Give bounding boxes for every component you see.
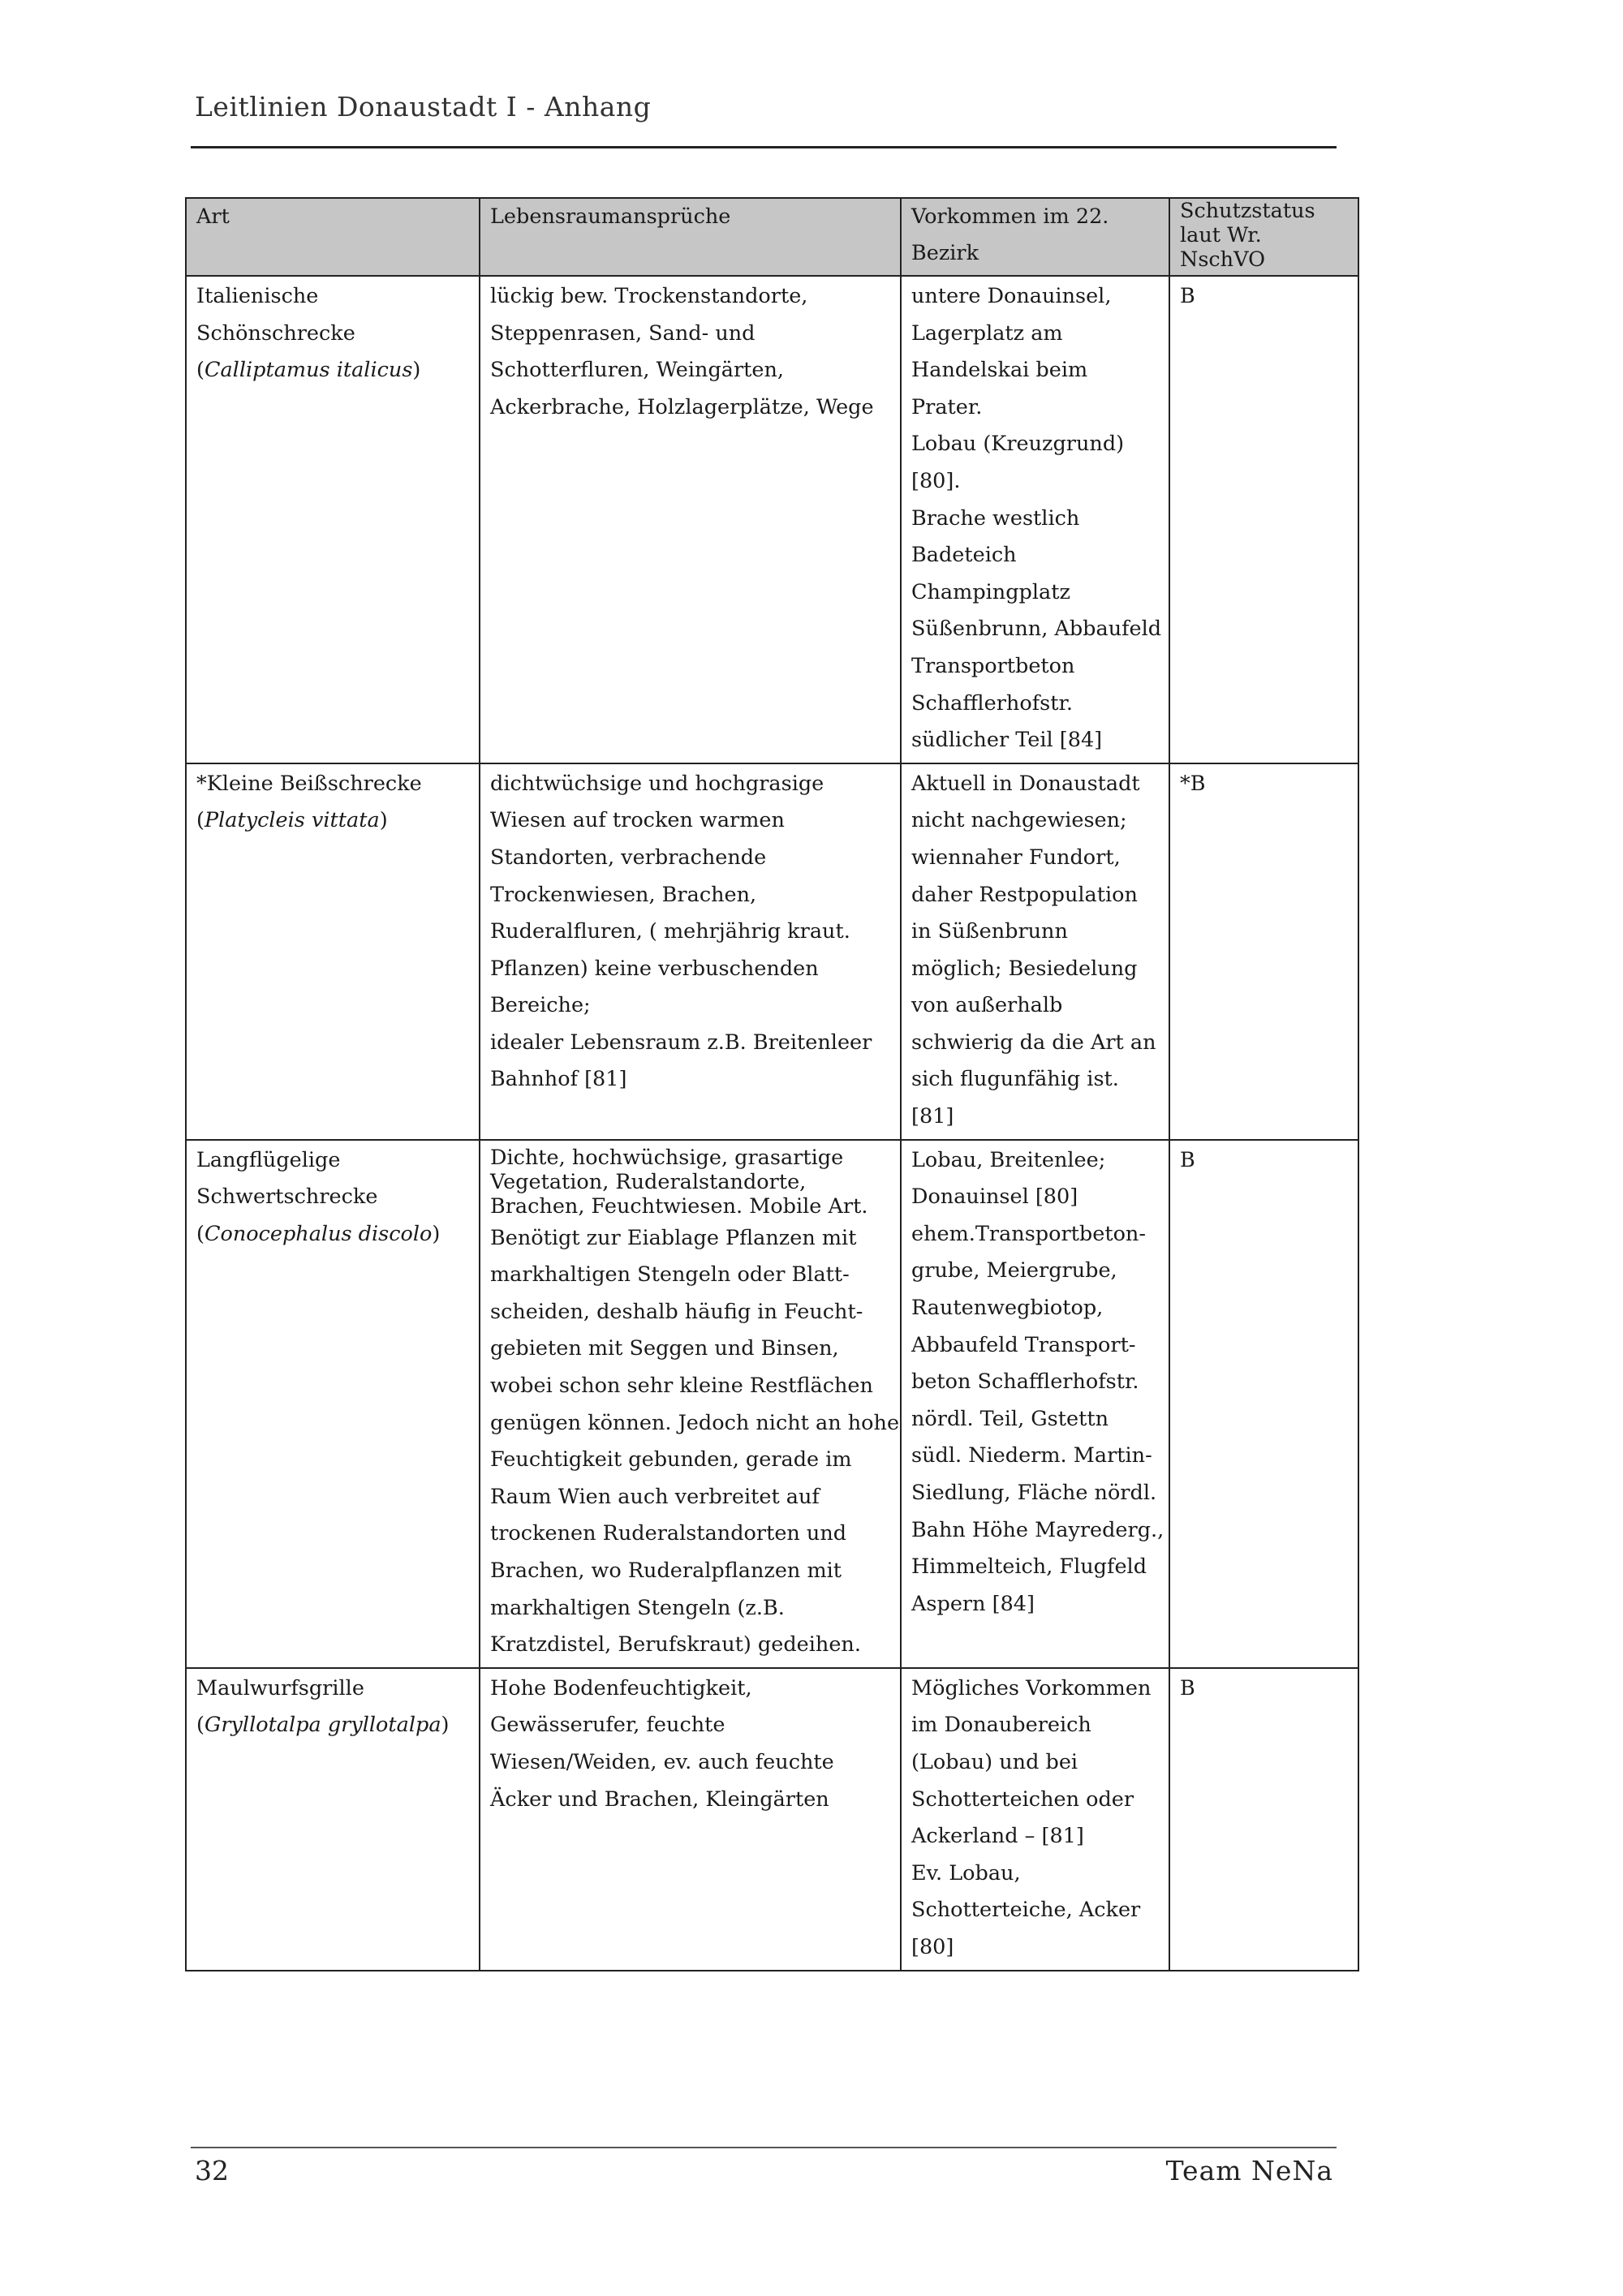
occurrence-line: ehem.Transportbeton- — [911, 1221, 1146, 1246]
table-row — [186, 1668, 1358, 1971]
column-header-schutzstatus — [1169, 198, 1358, 276]
occurrence-line: nördl. Teil, Gstettn — [911, 1406, 1109, 1431]
occurrence-line: südl. Niederm. Martin- — [911, 1443, 1152, 1468]
footer-team-name: Team NeNa — [1165, 2155, 1333, 2186]
column-header-line: Vorkommen im 22. — [911, 204, 1109, 229]
occurrence-line: in Süßenbrunn — [911, 919, 1068, 944]
habitat-line: Gewässerufer, feuchte — [490, 1713, 725, 1738]
occurrence-line: grube, Meiergrube, — [911, 1258, 1117, 1283]
occurrence-line: wiennaher Fundort, — [911, 845, 1121, 870]
table-row — [186, 1140, 1358, 1668]
column-header-line: Schutzstatus — [1180, 199, 1315, 223]
occurrence-line: Siedlung, Fläche nördl. — [911, 1481, 1157, 1505]
protection-status-cell: B — [1169, 1668, 1358, 1971]
occurrence-line: [80]. — [911, 468, 961, 493]
habitat-line: gebieten mit Seggen und Binsen, — [490, 1336, 839, 1361]
species-name-cell — [186, 276, 480, 763]
occurrence-line: südlicher Teil [84] — [911, 728, 1103, 753]
occurrence-line: Badeteich — [911, 543, 1017, 568]
habitat-tight-block — [490, 1142, 890, 1220]
occurrence-line: schwierig da die Art an — [911, 1030, 1156, 1055]
habitat-line: Trockenwiesen, Brachen, — [490, 882, 757, 907]
page-header-title: Leitlinien Donaustadt I - Anhang — [195, 91, 652, 123]
table-row — [186, 276, 1358, 763]
occurrence-line: Schafflerhofstr. — [911, 690, 1073, 716]
occurrence-line: Donauinsel [80] — [911, 1185, 1078, 1210]
occurrence-line: Ev. Lobau, — [911, 1860, 1021, 1885]
occurrence-line: sich flugunfähig ist. — [911, 1067, 1119, 1092]
occurrence-line: (Lobau) und bei — [911, 1749, 1078, 1774]
species-scientific-name: Conocephalus discolo — [204, 1221, 433, 1246]
occurrence-cell — [901, 763, 1169, 1140]
habitat-line: Bereiche; — [490, 993, 591, 1018]
habitat-cell — [480, 1140, 901, 1668]
occurrence-line: daher Restpopulation — [911, 882, 1138, 907]
habitat-cell — [480, 276, 901, 763]
habitat-line: Feuchtigkeit gebunden, gerade im — [490, 1447, 852, 1473]
habitat-line: dichtwüchsige und hochgrasige — [490, 771, 824, 796]
habitat-line: Standorten, verbrachende — [490, 845, 767, 870]
occurrence-line: Aktuell in Donaustadt — [911, 771, 1140, 796]
column-header-art: Art — [186, 198, 480, 276]
occurrence-line: Ackerland – [81] — [911, 1824, 1084, 1849]
habitat-line: Dichte, hochwüchsige, grasartige — [490, 1145, 844, 1170]
habitat-line: Bahnhof [81] — [490, 1067, 627, 1092]
species-name-cell — [186, 1668, 480, 1971]
occurrence-line: von außerhalb — [911, 993, 1063, 1018]
occurrence-cell — [901, 276, 1169, 763]
table-row — [186, 763, 1358, 1140]
occurrence-line: Bahn Höhe Mayrederg., — [911, 1517, 1165, 1542]
column-header-vorkommen — [901, 198, 1169, 276]
habitat-line: Vegetation, Ruderalstandorte, — [490, 1169, 807, 1194]
header-divider — [191, 146, 1337, 148]
column-header-line: laut Wr. — [1180, 223, 1262, 247]
habitat-line: Schotterfluren, Weingärten, — [490, 358, 785, 383]
species-common-name: Schwertschrecke — [196, 1185, 378, 1210]
species-name-cell — [186, 1140, 480, 1668]
occurrence-line: Handelskai beim — [911, 358, 1088, 383]
occurrence-line: Abbaufeld Transport- — [911, 1332, 1136, 1357]
species-common-name: Maulwurfsgrille — [196, 1675, 364, 1701]
habitat-line: Brachen, wo Ruderalpflanzen mit — [490, 1559, 842, 1583]
species-scientific-line: (Calliptamus italicus) — [196, 358, 421, 383]
occurrence-line: Transportbeton — [911, 653, 1075, 678]
occurrence-line: Mögliches Vorkommen — [911, 1675, 1152, 1701]
habitat-line: trockenen Ruderalstandorten und — [490, 1521, 847, 1546]
species-scientific-line: (Conocephalus discolo) — [196, 1221, 441, 1246]
habitat-line: scheiden, deshalb häufig in Feucht- — [490, 1299, 863, 1324]
species-common-name: Schönschrecke — [196, 320, 355, 346]
occurrence-line: [80] — [911, 1934, 954, 1959]
occurrence-line: Lobau (Kreuzgrund) — [911, 432, 1125, 457]
occurrence-line: möglich; Besiedelung — [911, 956, 1138, 981]
occurrence-line: Aspern [84] — [911, 1591, 1035, 1616]
habitat-line: Brachen, Feuchtwiesen. Mobile Art. — [490, 1193, 868, 1219]
occurrence-line: beton Schafflerhofstr. — [911, 1369, 1139, 1395]
protection-status-cell: B — [1169, 276, 1358, 763]
occurrence-line: Lagerplatz am — [911, 320, 1063, 346]
column-header-lebensraum: Lebensraumansprüche — [480, 198, 901, 276]
species-scientific-name: Gryllotalpa gryllotalpa — [204, 1713, 441, 1738]
occurrence-line: im Donaubereich — [911, 1713, 1091, 1738]
protection-status-cell: B — [1169, 1140, 1358, 1668]
species-table — [185, 197, 1359, 1971]
table-header-row — [186, 198, 1358, 276]
habitat-line: Hohe Bodenfeuchtigkeit, — [490, 1675, 752, 1701]
habitat-line: Ackerbrache, Holzlagerplätze, Wege — [490, 394, 874, 419]
table-body — [186, 276, 1358, 1971]
column-header-line: NschVO — [1180, 247, 1265, 272]
occurrence-line: untere Donauinsel, — [911, 284, 1112, 308]
habitat-line: genügen können. Jedoch nicht an hohe — [490, 1410, 900, 1435]
habitat-line: Pflanzen) keine verbuschenden — [490, 956, 819, 981]
habitat-line: wobei schon sehr kleine Restflächen — [490, 1374, 873, 1399]
occurrence-line: Himmelteich, Flugfeld — [911, 1554, 1147, 1580]
species-name-cell — [186, 763, 480, 1140]
occurrence-cell — [901, 1668, 1169, 1971]
page-number: 32 — [195, 2155, 229, 2186]
habitat-cell — [480, 1668, 901, 1971]
habitat-line: Wiesen auf trocken warmen — [490, 808, 785, 833]
habitat-line: markhaltigen Stengeln oder Blatt- — [490, 1262, 850, 1288]
occurrence-line: Rautenwegbiotop, — [911, 1296, 1104, 1321]
column-header-line: Bezirk — [911, 241, 979, 265]
habitat-line: Ruderalfluren, ( mehrjährig kraut. — [490, 919, 850, 944]
habitat-line: Raum Wien auch verbreitet auf — [490, 1484, 820, 1509]
species-common-name: Italienische — [196, 284, 319, 308]
habitat-line: idealer Lebensraum z.B. Breitenleer — [490, 1030, 872, 1055]
habitat-line: lückig bew. Trockenstandorte, — [490, 284, 808, 308]
habitat-line: Steppenrasen, Sand- und — [490, 320, 756, 346]
habitat-line: Kratzdistel, Berufskraut) gedeihen. — [490, 1632, 861, 1658]
footer-divider — [191, 2147, 1337, 2148]
species-common-name: *Kleine Beißschrecke — [196, 771, 422, 796]
occurrence-line: Brache westlich — [911, 505, 1080, 531]
species-scientific-line: (Gryllotalpa gryllotalpa) — [196, 1713, 450, 1738]
occurrence-line: Schotterteiche, Acker — [911, 1898, 1141, 1923]
occurrence-cell — [901, 1140, 1169, 1668]
occurrence-line: Süßenbrunn, Abbaufeld — [911, 617, 1162, 642]
occurrence-line: Schotterteichen oder — [911, 1786, 1134, 1812]
occurrence-line: [81] — [911, 1104, 954, 1129]
habitat-line: Wiesen/Weiden, ev. auch feuchte — [490, 1749, 834, 1774]
occurrence-line: Champingplatz — [911, 579, 1070, 604]
habitat-line: markhaltigen Stengeln (z.B. — [490, 1595, 785, 1620]
occurrence-line: Prater. — [911, 394, 983, 419]
habitat-cell — [480, 763, 901, 1140]
species-scientific-name: Platycleis vittata — [204, 808, 380, 833]
habitat-line: Äcker und Brachen, Kleingärten — [490, 1786, 829, 1812]
protection-status-cell: *B — [1169, 763, 1358, 1140]
species-common-name: Langflügelige — [196, 1147, 341, 1172]
occurrence-line: Lobau, Breitenlee; — [911, 1147, 1106, 1172]
occurrence-line: nicht nachgewiesen; — [911, 808, 1127, 833]
habitat-line: Benötigt zur Eiablage Pflanzen mit — [490, 1225, 857, 1250]
species-scientific-line: (Platycleis vittata) — [196, 808, 388, 833]
species-scientific-name: Calliptamus italicus — [204, 358, 413, 383]
